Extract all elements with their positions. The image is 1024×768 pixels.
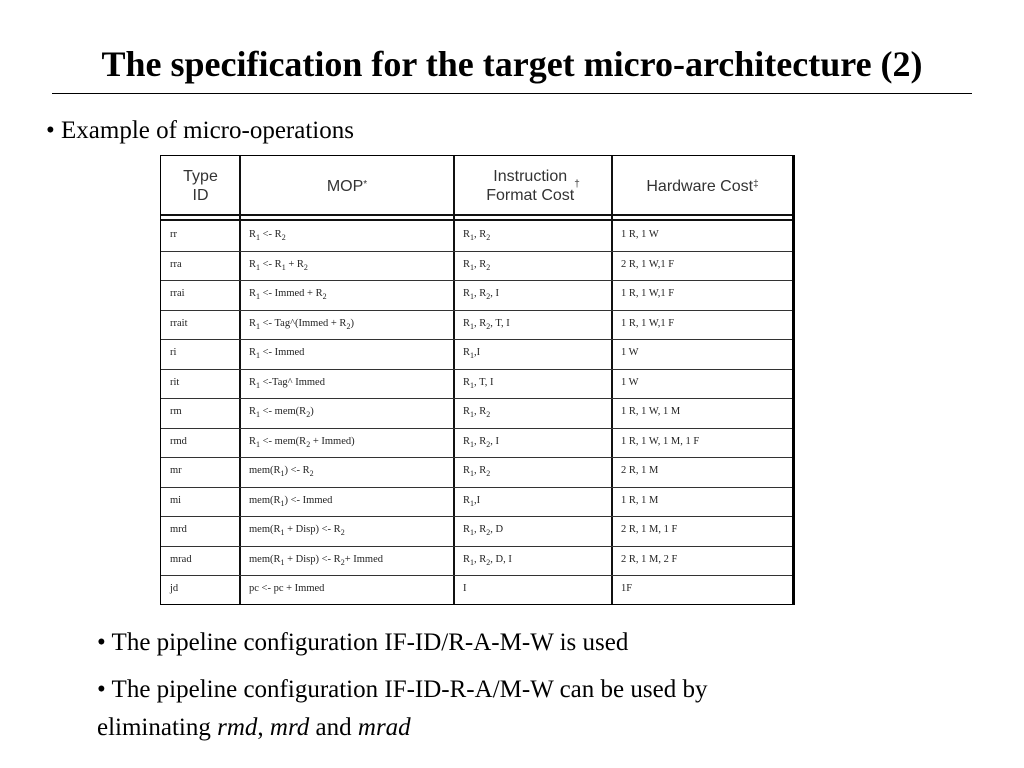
row-divider bbox=[161, 457, 792, 458]
header-instruction-format-cost-footnote-mark: † bbox=[574, 178, 580, 190]
cell-format-cost: $R_1$, $R_2$ bbox=[463, 406, 491, 419]
cell-type-id: rrai bbox=[170, 288, 185, 299]
cell-mop: $R_1 <- mem(R_2)$ bbox=[249, 406, 314, 419]
cell-format-cost: $R_1$, $R_2$, T, I bbox=[463, 317, 510, 331]
header-instruction-format-cost-text: Instruction Format Cost bbox=[486, 168, 575, 204]
header-type-id bbox=[161, 156, 240, 216]
cell-type-id: mi bbox=[170, 494, 182, 506]
cell-hardware-cost: 1 R, 1 W, 1 M bbox=[621, 406, 681, 417]
cell-type-id: rm bbox=[170, 406, 182, 417]
cell-type-id: jd bbox=[170, 583, 179, 594]
row-divider bbox=[161, 575, 792, 576]
cell-format-cost: $R_1$, $R_2$, I bbox=[463, 435, 500, 449]
cell-hardware-cost: 2 R, 1 M, 2 F bbox=[621, 553, 678, 565]
cell-format-cost: $R_1,I$ bbox=[463, 494, 481, 508]
cell-hardware-cost: 1F bbox=[621, 583, 633, 594]
row-divider bbox=[161, 487, 792, 488]
bullet-pipeline-config-2-continuation bbox=[97, 712, 411, 744]
cell-type-id: ri bbox=[170, 347, 177, 358]
column-divider bbox=[453, 156, 455, 604]
cell-hardware-cost: 2 R, 1 W,1 F bbox=[621, 258, 675, 270]
cell-hardware-cost: 1 W bbox=[621, 376, 639, 388]
mrad-term: mrad bbox=[357, 714, 411, 741]
header-hardware-cost-text: Hardware Cost bbox=[646, 177, 754, 195]
header-mop bbox=[240, 156, 454, 216]
and-text: and bbox=[309, 714, 358, 741]
row-divider bbox=[161, 546, 792, 547]
row-divider bbox=[161, 516, 792, 517]
bullet-example-micro-operations: • Example of micro-operations bbox=[46, 117, 354, 144]
cell-type-id: mr bbox=[170, 465, 182, 476]
row-divider bbox=[161, 339, 792, 340]
cell-type-id: rrait bbox=[170, 317, 188, 329]
row-divider bbox=[161, 398, 792, 399]
cell-mop: $R_1 <- mem(R_2$ + Immed) bbox=[249, 435, 355, 449]
cell-mop: $R_1$ <- Immed + $R_2$ bbox=[249, 288, 327, 301]
cell-hardware-cost: 1 R, 1 W,1 F bbox=[621, 288, 675, 299]
cell-type-id: mrad bbox=[170, 553, 192, 565]
header-mop-footnote-mark: * bbox=[363, 178, 368, 190]
slide-title: The specification for the target micro-architecture (2) bbox=[101, 44, 923, 84]
cell-format-cost: $R_1$, $R_2$, D, I bbox=[463, 553, 512, 567]
cell-mop: $R_1 <- R_2$ bbox=[249, 229, 286, 242]
cell-mop: $mem(R_1$ + Disp) <- $R_2+$ Immed bbox=[249, 553, 383, 567]
cell-hardware-cost: 1 R, 1 W, 1 M, 1 F bbox=[621, 435, 700, 447]
cell-format-cost: $R_1$, $R_2$ bbox=[463, 465, 491, 478]
cell-type-id: rmd bbox=[170, 435, 187, 447]
cell-mop: pc <- pc + Immed bbox=[249, 583, 325, 594]
header-hardware-cost-footnote-mark: ‡ bbox=[753, 178, 759, 190]
cell-type-id: rit bbox=[170, 376, 180, 388]
cell-type-id: mrd bbox=[170, 524, 187, 535]
row-divider bbox=[161, 310, 792, 311]
row-divider bbox=[161, 251, 792, 252]
bullet-pipeline-config-2: • The pipeline configuration IF-ID-R-A/M-W can be used by bbox=[97, 676, 708, 703]
micro-operations-table bbox=[160, 155, 795, 605]
cell-mop: $mem(R_1)$ <- Immed bbox=[249, 494, 333, 508]
cell-format-cost: I bbox=[463, 583, 467, 594]
cell-hardware-cost: 2 R, 1 M, 1 F bbox=[621, 524, 678, 535]
column-divider bbox=[239, 156, 241, 604]
cell-format-cost: $R_1$, $R_2$, D bbox=[463, 524, 504, 537]
cell-mop: $R_1$ <- Tag^(Immed + $R_2$) bbox=[249, 317, 354, 331]
cell-format-cost: $R_1,I$ bbox=[463, 347, 481, 360]
cell-mop: $mem(R_1$ + Disp) <- $R_2$ bbox=[249, 524, 345, 537]
cell-type-id: rra bbox=[170, 258, 182, 270]
rmd-term: rmd bbox=[217, 714, 258, 741]
bullet-pipeline-config-1: • The pipeline configuration IF-ID/R-A-M-W is used bbox=[97, 629, 629, 656]
row-divider bbox=[161, 428, 792, 429]
column-divider bbox=[611, 156, 613, 604]
cell-hardware-cost: 2 R, 1 M bbox=[621, 465, 659, 476]
title-divider bbox=[52, 93, 972, 94]
header-mop-text: MOP bbox=[326, 177, 364, 195]
cell-hardware-cost: 1 W bbox=[621, 347, 639, 358]
header-rule bbox=[161, 219, 792, 221]
cell-mop: $R_1 <- R_1 + R_2$ bbox=[249, 258, 308, 272]
row-divider bbox=[161, 280, 792, 281]
header-type-id-text: Type ID bbox=[183, 168, 218, 204]
cell-type-id: rr bbox=[170, 229, 177, 240]
cell-hardware-cost: 1 R, 1 M bbox=[621, 494, 659, 506]
comma-text: , bbox=[257, 714, 270, 741]
cell-format-cost: $R_1$, $R_2$, I bbox=[463, 288, 500, 301]
cell-mop: $mem(R_1) <- R_2$ bbox=[249, 465, 314, 478]
cell-hardware-cost: 1 R, 1 W bbox=[621, 229, 659, 240]
cell-format-cost: $R_1$, $R_2$ bbox=[463, 258, 491, 272]
header-instruction-format-cost bbox=[454, 156, 612, 216]
cell-mop: $R_1$ <-Tag^ Immed bbox=[249, 376, 325, 390]
mrd-term: mrd bbox=[269, 714, 310, 741]
row-divider bbox=[161, 369, 792, 370]
header-hardware-cost bbox=[612, 156, 793, 216]
cell-mop: $R_1$ <- Immed bbox=[249, 347, 305, 360]
cell-format-cost: $R_1$, $R_2$ bbox=[463, 229, 491, 242]
eliminating-text: eliminating bbox=[97, 714, 218, 741]
cell-format-cost: $R_1$, T, I bbox=[463, 376, 494, 390]
cell-hardware-cost: 1 R, 1 W,1 F bbox=[621, 317, 675, 329]
